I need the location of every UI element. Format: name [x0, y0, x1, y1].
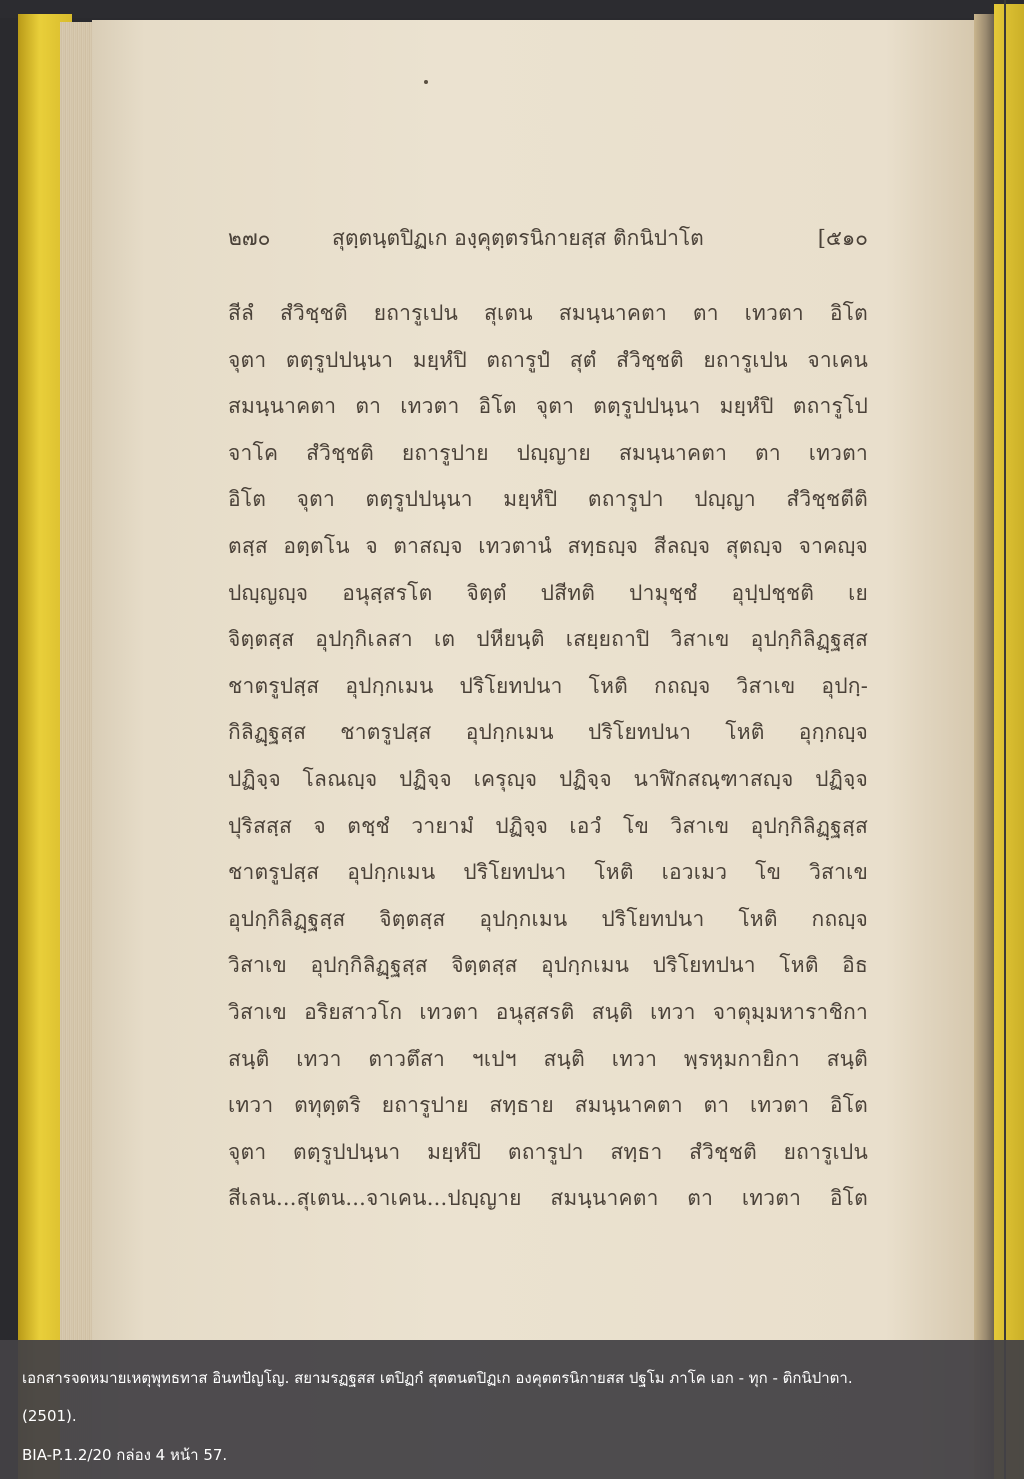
text-line: จาโค สํวิชฺชติ ยถารูปาย ปญฺญาย สมนฺนาคตา ตา เทวตา: [228, 440, 868, 465]
text-line: สีเลน...สุเตน...จาเคน...ปญฺญาย สมนฺนาคตา ตา เทวตา อิโต: [228, 1186, 868, 1211]
text-line: วิสาเข อุปกฺกิลิฏฺฐสฺส จิตฺตสฺส อุปกฺกเมน ปริโยทปนา โหติ อิธ: [228, 953, 868, 978]
text-line: ปฏิจฺจ โลณญฺจ ปฏิจฺจ เครุญฺจ ปฏิจฺจ นาฬิกสณฺฑาสญฺจ ปฏิจฺจ: [228, 766, 868, 791]
running-title: สุตฺตนฺตปิฏเก องฺคุตฺตรนิกายสฺส ติกนิปาโต: [332, 226, 704, 250]
caption-reference: BIA-P.1.2/20 กล่อง 4 หน้า 57.: [22, 1446, 228, 1464]
text-line: ปญฺญญฺจ อนุสฺสรโต จิตฺตํ ปสีทติ ปามุชฺชํ อุปฺปชฺชติ เย: [228, 580, 868, 605]
book-cover-right: [994, 4, 1024, 1479]
section-number: [๕๑๐: [817, 226, 868, 250]
text-line: สนฺติ เทวา ตาวตึสา ฯเปฯ สนฺติ เทวา พฺรหฺมกายิกา สนฺติ: [228, 1046, 868, 1071]
text-line: ปุริสสฺส จ ตชฺชํ วายามํ ปฏิจฺจ เอวํ โข วิสาเข อุปกฺกิลิฏฺฐสฺส: [228, 813, 868, 838]
body-text: [228, 290, 868, 1222]
text-line: กิลิฏฺฐสฺส ชาตรูปสฺส อุปกฺกเมน ปริโยทปนา โหติ อุกฺกญฺจ: [228, 720, 868, 745]
text-line: ตสฺส อตฺตโน จ ตาสญฺจ เทวตานํ สทฺธญฺจ สีลญฺจ สุตญฺจ จาคญฺจ: [228, 533, 868, 558]
text-line: วิสาเข อริยสาวโก เทวตา อนุสฺสรติ สนฺติ เทวา จาตุมฺมหาราชิกา: [228, 999, 868, 1024]
page-edges: [60, 22, 94, 1479]
cover-edge-line: [1004, 0, 1006, 1479]
text-line: สมนฺนาคตา ตา เทวตา อิโต จุตา ตตฺรูปปนฺนา มยฺหํปิ ตถารูโป: [228, 394, 868, 419]
caption-year: (2501).: [22, 1407, 77, 1425]
text-line: สีลํ สํวิชฺชติ ยถารูเปน สุเตน สมนฺนาคตา ตา เทวตา อิโต: [228, 301, 868, 325]
page-header: [228, 222, 868, 258]
text-line: ชาตรูปสฺส อุปกฺกเมน ปริโยทปนา โหติ กถญฺจ วิสาเข อุปกฺ-: [228, 673, 868, 698]
text-line: จิตฺตสฺส อุปกฺกิเลสา เต ปหียนฺติ เสยฺยถาปิ วิสาเข อุปกฺกิลิฏฺฐสฺส: [228, 627, 868, 652]
caption-citation: เอกสารจดหมายเหตุพุทธทาส อินทปัญโญ. สยามรฏฐสส เตปิฏกํ สุตตนตปิฏเก องคุตตรนิกายสส ปฐโม ภาโค เอก - ทุก - ติกนิปาตา.: [22, 1369, 853, 1387]
text-line: ชาตรูปสฺส อุปกฺกเมน ปริโยทปนา โหติ เอวเมว โข วิสาเข: [228, 860, 868, 885]
text-line: อุปกฺกิลิฏฺฐสฺส จิตฺตสฺส อุปกฺกเมน ปริโยทปนา โหติ กถญฺจ: [228, 906, 868, 931]
book-gutter: [974, 14, 994, 1479]
text-line: จุตา ตตฺรูปปนฺนา มยฺหํปิ ตถารูปํ สุตํ สํวิชฺชติ ยถารูเปน จาเคน: [228, 347, 868, 372]
text-line: จุตา ตตฺรูปปนฺนา มยฺหํปิ ตถารูปา สทฺธา สํวิชฺชติ ยถารูเปน: [228, 1139, 868, 1164]
background-strip: [0, 0, 1024, 18]
ink-speck: [424, 80, 428, 84]
text-line: เทวา ตทุตฺตริ ยถารูปาย สทฺธาย สมนฺนาคตา ตา เทวตา อิโต: [228, 1093, 868, 1118]
text-line: อิโต จุตา ตตฺรูปปนฺนา มยฺหํปิ ตถารูปา ปญฺญา สํวิชฺชตีติ: [228, 487, 868, 512]
page-number: ๒๗๐: [228, 226, 271, 250]
archive-caption: [0, 1340, 1024, 1479]
